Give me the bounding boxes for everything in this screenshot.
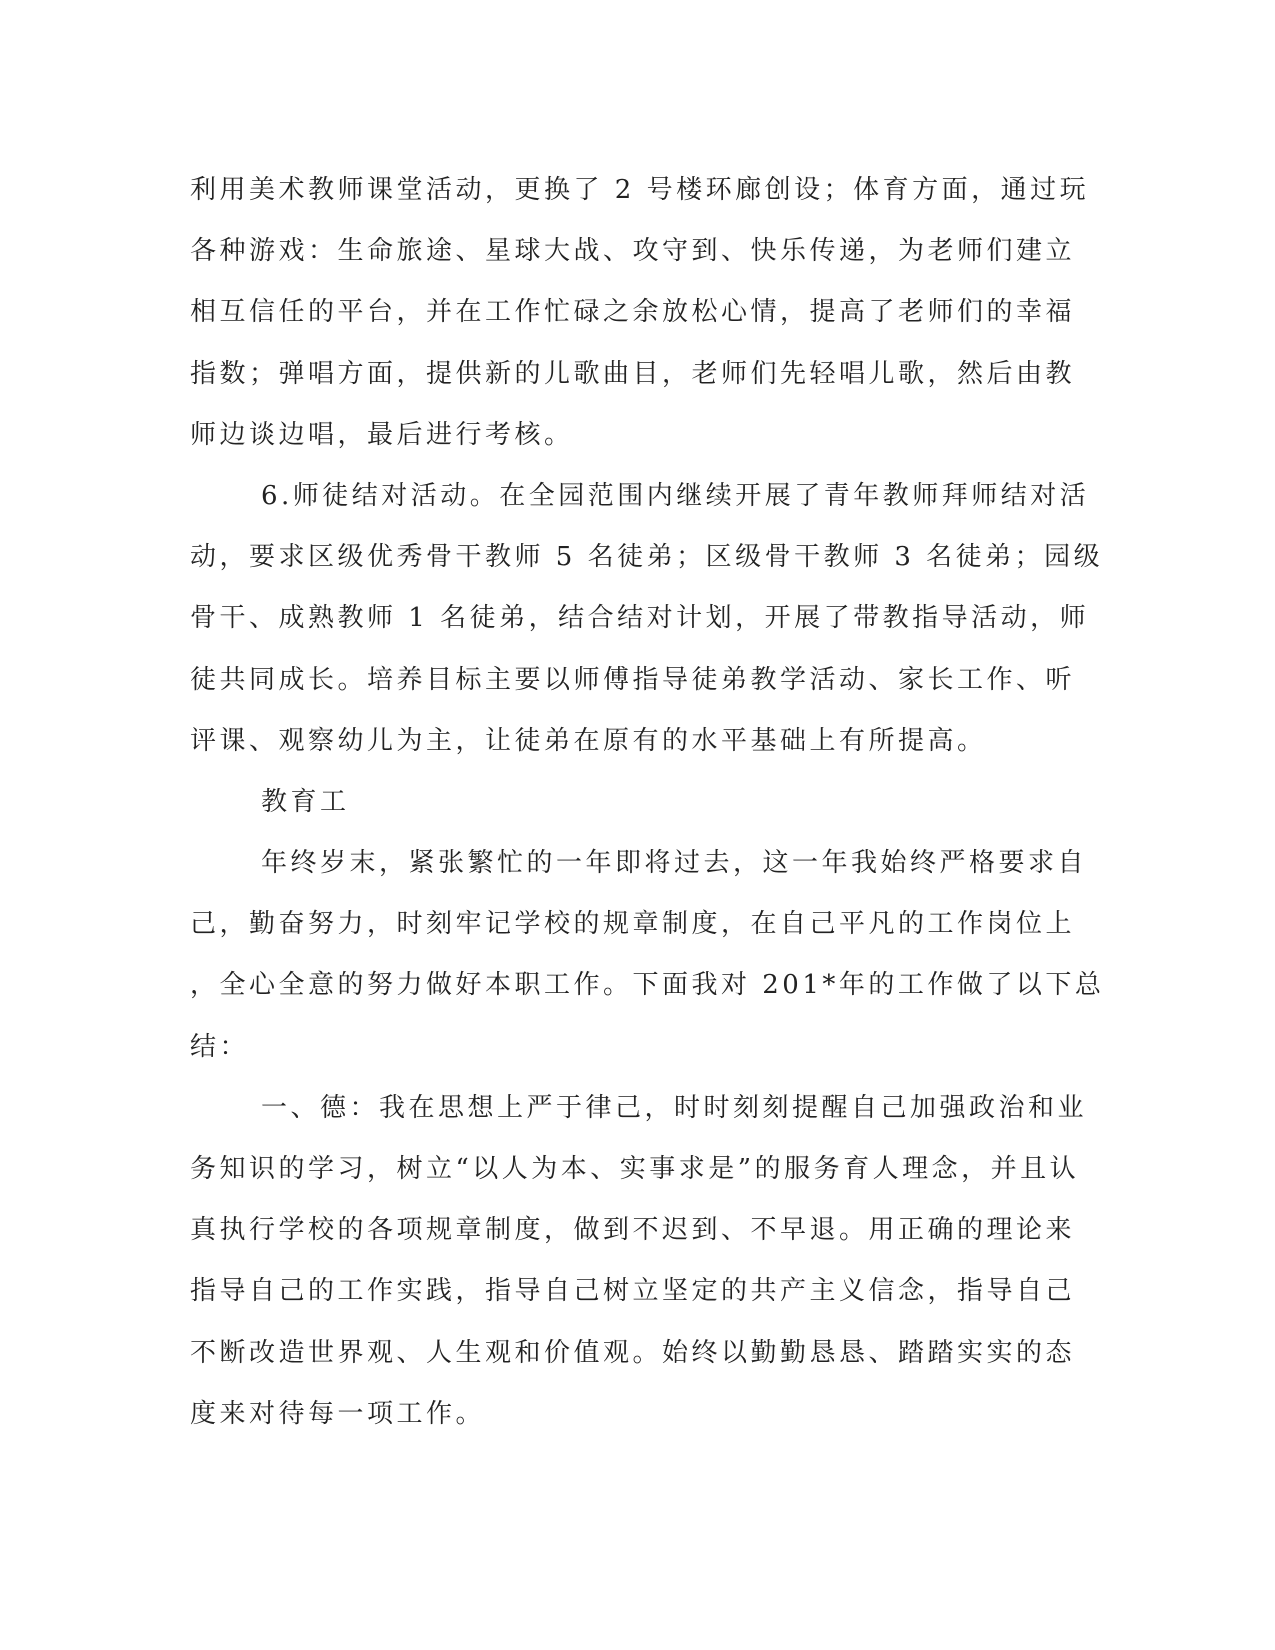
text-line: 指导自己的工作实践，指导自己树立坚定的共产主义信念，指导自己 [190,1276,1076,1307]
text-line: 骨干、成熟教师 1 名徒弟，结合结对计划，开展了带教指导活动，师 [190,603,1090,634]
text-line: 一、德：我在思想上严于律己，时时刻刻提醒自己加强政治和业 [261,1092,1088,1123]
text-line: 评课、观察幼儿为主，让徒弟在原有的水平基础上有所提高。 [190,725,987,756]
text-line: 师边谈边唱，最后进行考核。 [190,419,574,450]
text-line: 不断改造世界观、人生观和价值观。始终以勤勤恳恳、踏踏实实的态 [190,1337,1076,1368]
text-line: 度来对待每一项工作。 [190,1398,486,1429]
text-line: ，全心全意的努力做好本职工作。下面我对 201*年的工作做了以下总 [190,970,1105,1001]
text-line: 6.师徒结对活动。在全园范围内继续开展了青年教师拜师结对活 [261,480,1090,511]
document-body [190,160,1105,1445]
text-line: 各种游戏：生命旅途、星球大战、攻守到、快乐传递，为老师们建立 [190,236,1076,267]
text-line: 真执行学校的各项规章制度，做到不迟到、不早退。用正确的理论来 [190,1215,1076,1246]
text-line: 年终岁末，紧张繁忙的一年即将过去，这一年我始终严格要求自 [261,848,1088,879]
text-line: 务知识的学习，树立“以人为本、实事求是”的服务育人理念，并且认 [190,1154,1080,1184]
text-line: 指数；弹唱方面，提供新的儿歌曲目，老师们先轻唱儿歌，然后由教 [190,358,1076,389]
text-line: 己，勤奋努力，时刻牢记学校的规章制度，在自己平凡的工作岗位上 [190,909,1076,940]
text-line: 利用美术教师课堂活动，更换了 2 号楼环廊创设；体育方面，通过玩 [190,175,1090,205]
text-line: 徒共同成长。培养目标主要以师傅指导徒弟教学活动、家长工作、听 [190,664,1076,695]
text-line: 动，要求区级优秀骨干教师 5 名徒弟；区级骨干教师 3 名徒弟；园级 [190,542,1104,573]
text-line: 结： [190,1031,250,1062]
text-line: 相互信任的平台，并在工作忙碌之余放松心情，提高了老师们的幸福 [190,297,1076,328]
text-line: 教育工 [261,786,350,817]
